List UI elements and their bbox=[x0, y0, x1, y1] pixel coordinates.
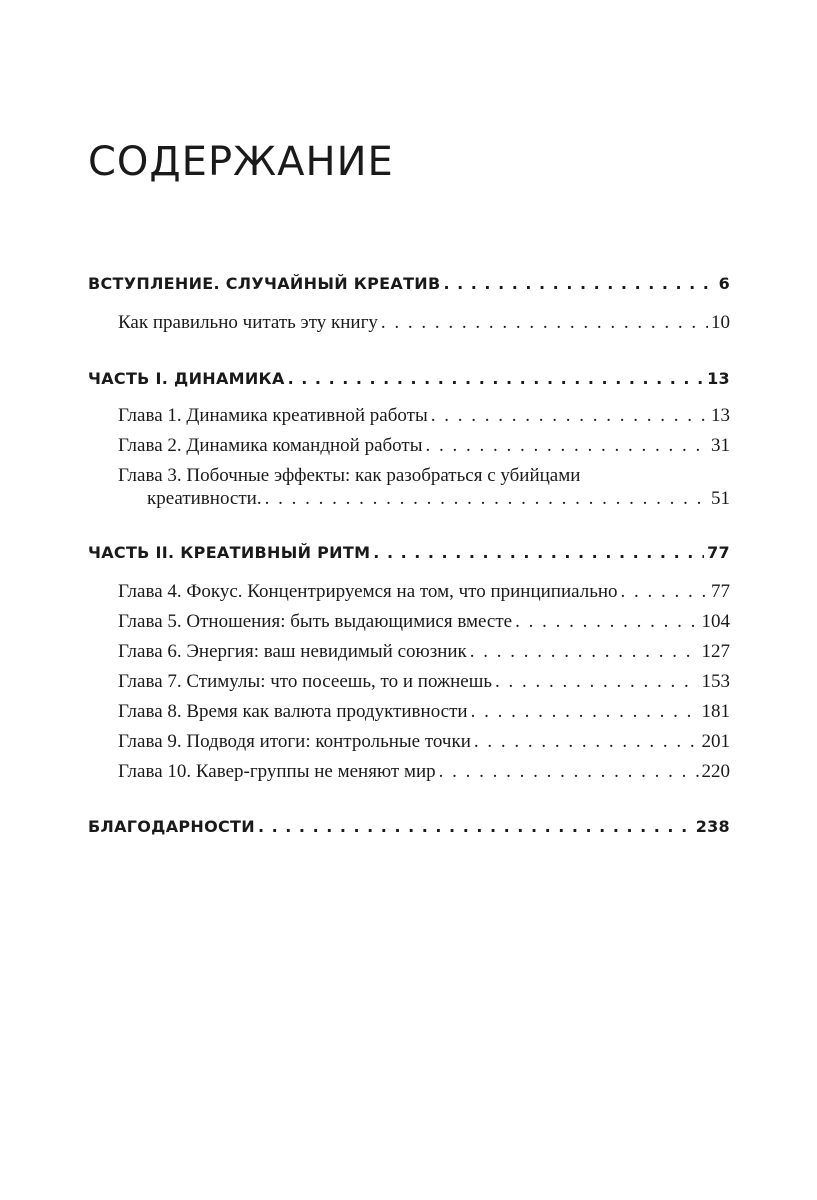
toc-entry-chapter-8[interactable] bbox=[88, 701, 730, 723]
toc-entry-chapter-10[interactable] bbox=[88, 761, 730, 783]
entry-title: Глава 6. Энергия: ваш невидимый союзник bbox=[118, 641, 467, 662]
dot-leader bbox=[431, 405, 708, 427]
entry-title: креативности. bbox=[147, 488, 262, 509]
toc-entry-chapter-3-line-1[interactable]: Глава 3. Побочные эффекты: как разобраться с убийцами bbox=[118, 465, 581, 486]
entry-title: Глава 5. Отношения: быть выдающимися вместе bbox=[118, 611, 513, 632]
dot-leader bbox=[373, 543, 704, 562]
toc-entry-chapter-2[interactable] bbox=[88, 435, 730, 457]
entry-title: ВСТУПЛЕНИЕ. СЛУЧАЙНЫЙ КРЕАТИВ bbox=[88, 274, 441, 293]
entry-page: 127 bbox=[701, 641, 730, 662]
toc-entry-chapter-3[interactable] bbox=[88, 488, 730, 510]
entry-page: 51 bbox=[711, 488, 730, 509]
entry-title: ЧАСТЬ II. КРЕАТИВНЫЙ РИТМ bbox=[88, 543, 371, 562]
page-title: СОДЕРЖАНИЕ bbox=[88, 139, 394, 185]
toc-entry-chapter-5[interactable] bbox=[88, 611, 730, 633]
toc-entry-part-2[interactable] bbox=[88, 543, 730, 562]
toc-entry-intro[interactable] bbox=[88, 274, 730, 293]
entry-title: Глава 4. Фокус. Концентрируемся на том, что принципиально bbox=[118, 581, 618, 602]
dot-leader bbox=[381, 312, 708, 334]
toc-entry-chapter-1[interactable] bbox=[88, 405, 730, 427]
dot-leader bbox=[426, 435, 709, 457]
entry-page: 153 bbox=[701, 671, 730, 692]
entry-title: Глава 7. Стимулы: что посеешь, то и пожнешь bbox=[118, 671, 492, 692]
entry-page: 220 bbox=[701, 761, 730, 782]
entry-page: 77 bbox=[707, 543, 730, 562]
entry-title: ЧАСТЬ I. ДИНАМИКА bbox=[88, 369, 285, 388]
entry-title: Глава 10. Кавер-группы не меняют мир bbox=[118, 761, 436, 782]
entry-title: Глава 2. Динамика командной работы bbox=[118, 435, 423, 456]
dot-leader bbox=[443, 274, 715, 293]
entry-title: Глава 8. Время как валюта продуктивности bbox=[118, 701, 468, 722]
dot-leader bbox=[258, 817, 693, 836]
entry-page: 6 bbox=[718, 274, 730, 293]
dot-leader bbox=[495, 671, 699, 693]
dot-leader bbox=[515, 611, 698, 633]
entry-page: 10 bbox=[711, 312, 730, 333]
entry-page: 181 bbox=[701, 701, 730, 722]
dot-leader bbox=[621, 581, 708, 603]
dot-leader bbox=[474, 731, 699, 753]
toc-entry-chapter-9[interactable] bbox=[88, 731, 730, 753]
entry-page: 13 bbox=[711, 405, 730, 426]
toc-entry-chapter-4[interactable] bbox=[88, 581, 730, 603]
entry-page: 104 bbox=[701, 611, 730, 632]
dot-leader bbox=[265, 488, 708, 510]
entry-page: 201 bbox=[701, 731, 730, 752]
entry-title: Глава 9. Подводя итоги: контрольные точки bbox=[118, 731, 471, 752]
toc-entry-part-1[interactable] bbox=[88, 369, 730, 388]
dot-leader bbox=[288, 369, 705, 388]
toc-entry-chapter-6[interactable] bbox=[88, 641, 730, 663]
toc-entry-acknowledgements[interactable] bbox=[88, 817, 730, 836]
entry-title: БЛАГОДАРНОСТИ bbox=[88, 817, 255, 836]
entry-page: 13 bbox=[707, 369, 730, 388]
toc-entry-chapter-7[interactable] bbox=[88, 671, 730, 693]
dot-leader bbox=[470, 641, 699, 663]
entry-page: 238 bbox=[695, 817, 730, 836]
entry-page: 31 bbox=[711, 435, 730, 456]
entry-page: 77 bbox=[711, 581, 730, 602]
entry-title: Глава 1. Динамика креативной работы bbox=[118, 405, 428, 426]
dot-leader bbox=[439, 761, 699, 783]
toc-entry-intro-sub[interactable] bbox=[88, 312, 730, 334]
dot-leader bbox=[471, 701, 699, 723]
entry-title: Как правильно читать эту книгу bbox=[118, 312, 378, 333]
